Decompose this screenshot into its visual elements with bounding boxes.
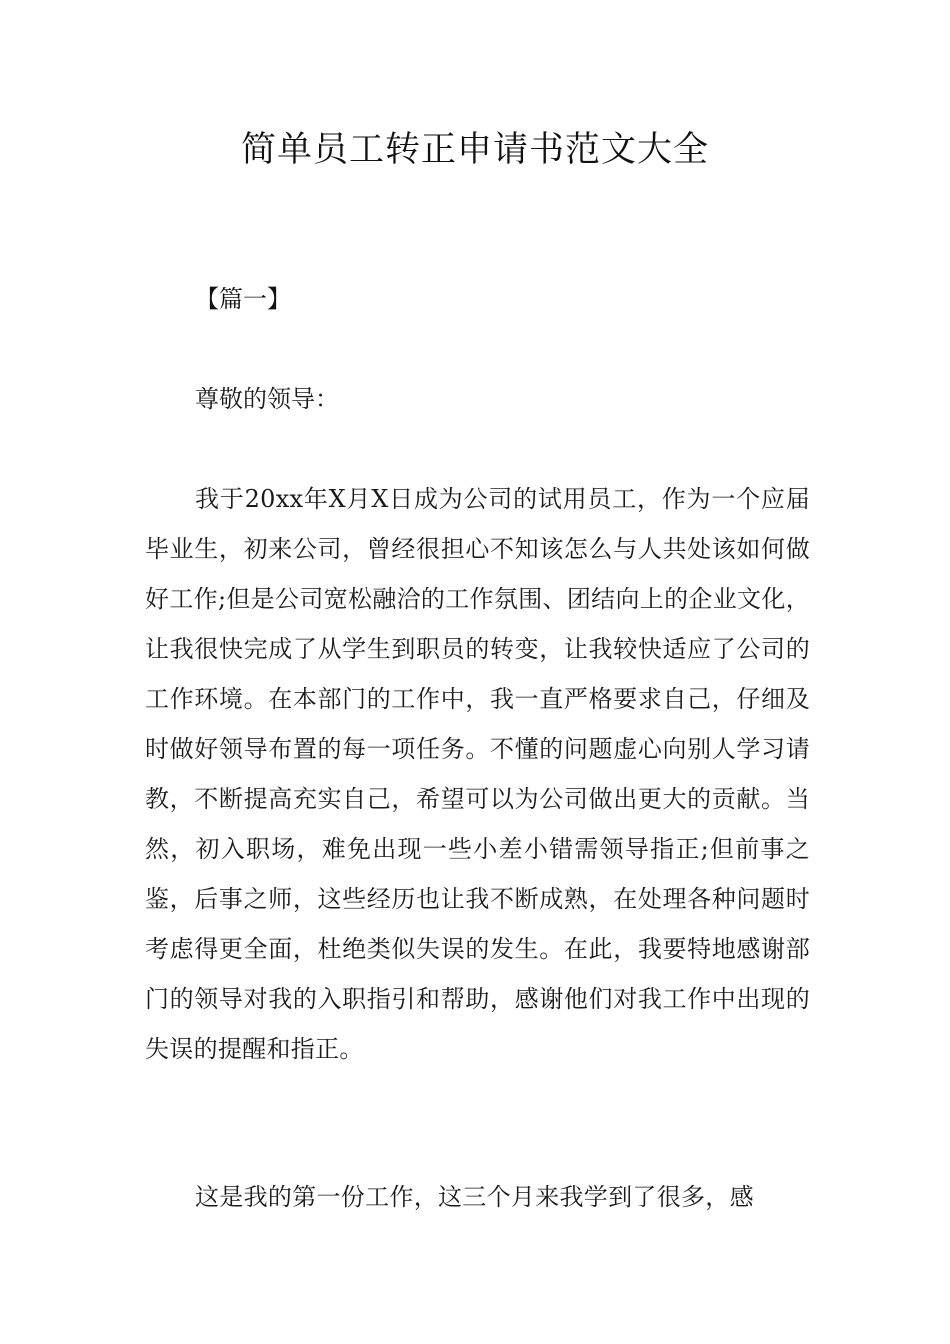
- document-title: 简单员工转正申请书范文大全: [240, 130, 709, 170]
- body-paragraph: 我于20xx年X月X日成为公司的试用员工，作为一个应届毕业生，初来公司，曾经很担心不知该怎么与人共处该如何做好工作;但是公司宽松融洽的工作氛围、团结向上的企业文化，让我很快完成了从学生到职员的转变，让我较快适应了公司的工作环境。在本部门的工作中，我一直严格要求自己，仔细及时做好领导布置的每一项任务。不懂的问题虚心向别人学习请教，不断提高充实自己，希望可以为公司做出更大的贡献。当然，初入职场，难免出现一些小差小错需领导指正;但前事之鉴，后事之师，这些经历也让我不断成熟，在处理各种问题时考虑得更全面，杜绝类似失误的发生。在此，我要特地感谢部门的领导对我的入职指引和帮助，感谢他们对我工作中出现的失误的提醒和指正。: [145, 485, 810, 1063]
- section-heading: 【篇一】: [195, 285, 291, 313]
- salutation: 尊敬的领导：: [195, 385, 339, 413]
- body-paragraph: 这是我的第一份工作，这三个月来我学到了很多，感: [195, 1183, 754, 1211]
